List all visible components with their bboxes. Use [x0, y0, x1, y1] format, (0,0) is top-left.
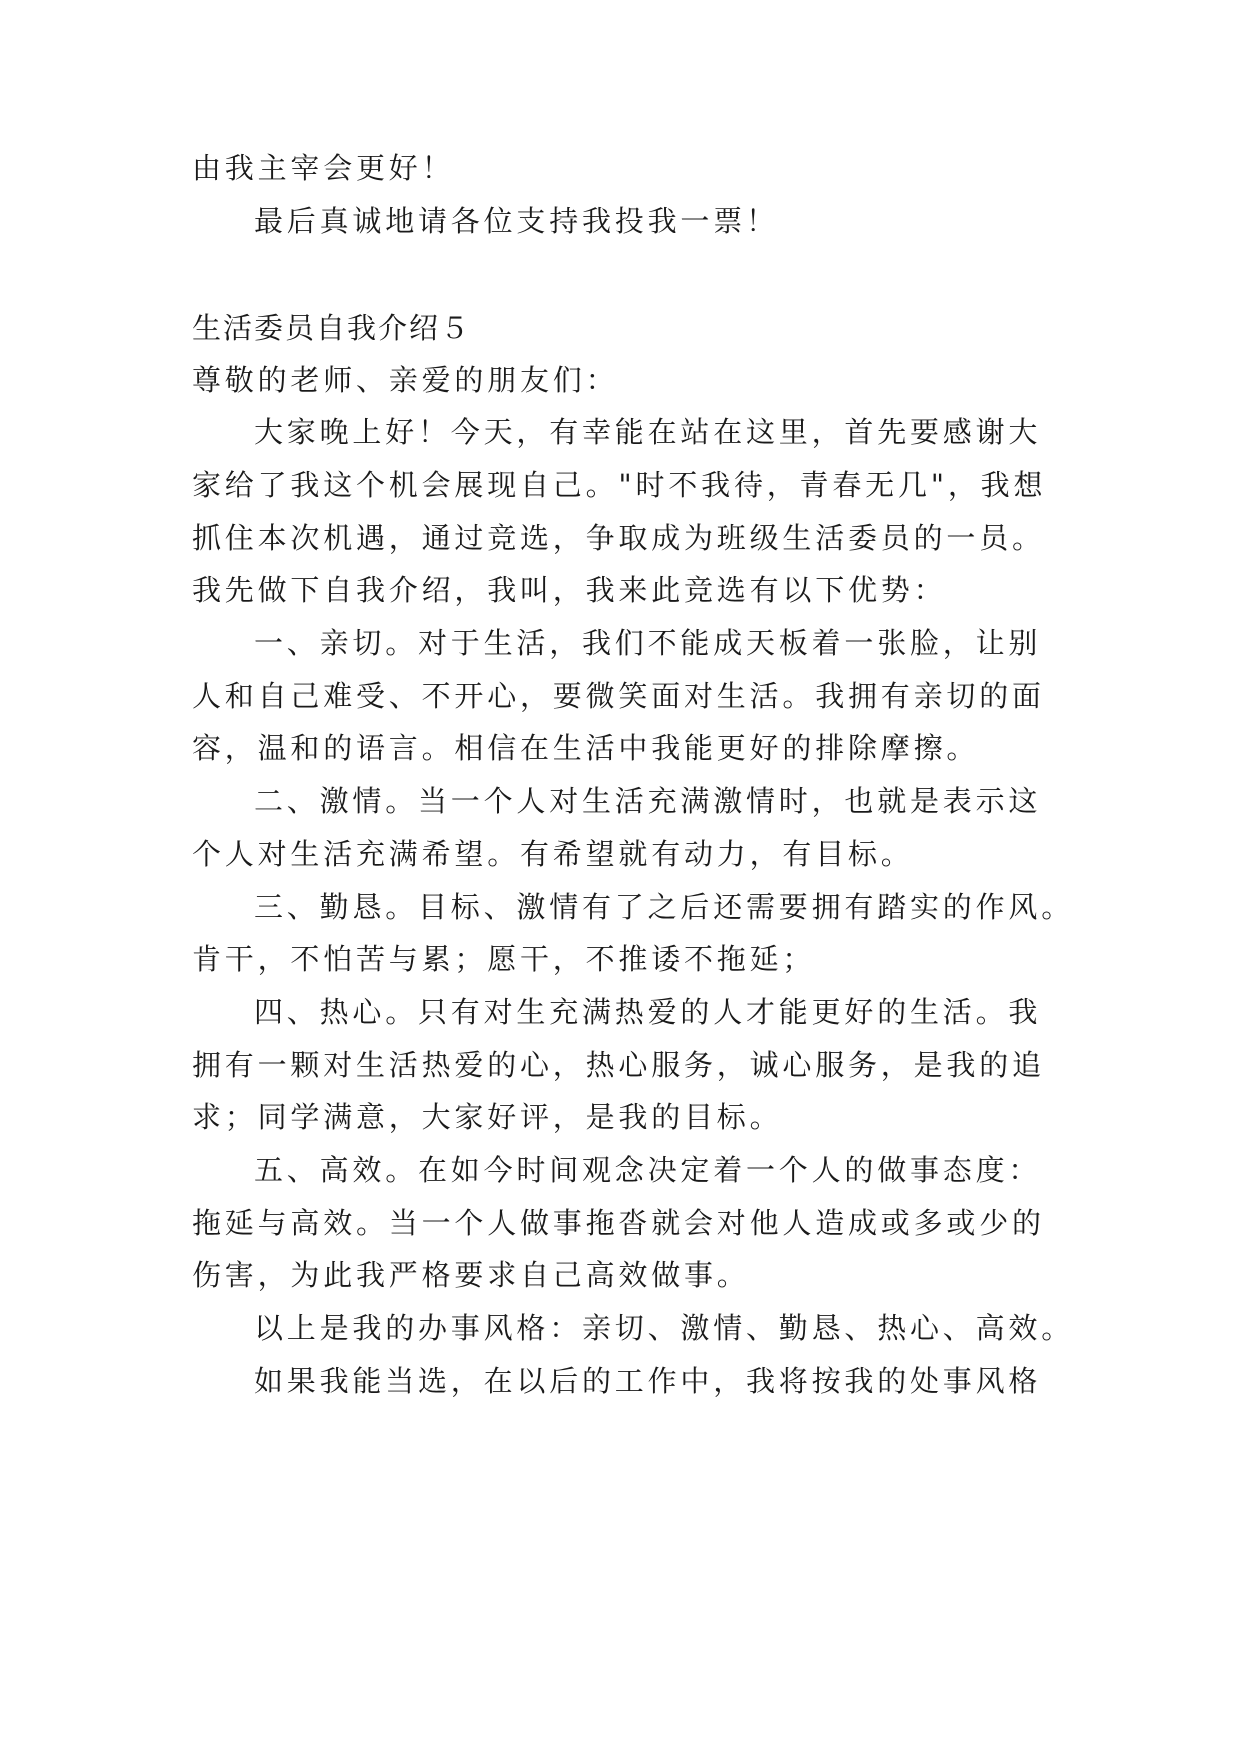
paragraph-line: 个人对生活充满希望。有希望就有动力，有目标。 — [192, 837, 914, 871]
paragraph-line: 四、热心。只有对生充满热爱的人才能更好的生活。我 — [254, 995, 1042, 1029]
paragraph-line: 伤害，为此我严格要求自己高效做事。 — [192, 1258, 750, 1292]
section-title: 生活委员自我介绍５ — [192, 311, 472, 345]
paragraph-line: 拖延与高效。当一个人做事拖沓就会对他人造成或多或少的 — [192, 1206, 1045, 1240]
paragraph-line: 容，温和的语言。相信在生活中我能更好的排除摩擦。 — [192, 731, 980, 765]
paragraph-line: 以上是我的办事风格：亲切、激情、勤恳、热心、高效。 — [254, 1311, 1075, 1345]
paragraph-line: 拥有一颗对生活热爱的心，热心服务，诚心服务，是我的追 — [192, 1048, 1045, 1082]
continuation-line-2: 最后真诚地请各位支持我投我一票！ — [254, 204, 779, 238]
paragraph-line: 大家晚上好！今天，有幸能在站在这里，首先要感谢大 — [254, 415, 1042, 449]
paragraph-line: 五、高效。在如今时间观念决定着一个人的做事态度： — [254, 1153, 1042, 1187]
paragraph-line: 抓住本次机遇，通过竞选，争取成为班级生活委员的一员。 — [192, 521, 1045, 555]
paragraph-line: 如果我能当选，在以后的工作中，我将按我的处事风格 — [254, 1364, 1042, 1398]
paragraph-line: 肯干，不怕苦与累；愿干，不推诿不拖延； — [192, 942, 816, 976]
paragraph-line: 二、激情。当一个人对生活充满激情时，也就是表示这 — [254, 784, 1042, 818]
salutation: 尊敬的老师、亲爱的朋友们： — [192, 363, 619, 397]
paragraph-line: 我先做下自我介绍，我叫，我来此竞选有以下优势： — [192, 573, 947, 607]
continuation-line-1: 由我主宰会更好！ — [192, 151, 455, 185]
paragraph-line: 一、亲切。对于生活，我们不能成天板着一张脸，让别 — [254, 626, 1042, 660]
paragraph-line: 家给了我这个机会展现自己。"时不我待，青春无几"，我想 — [192, 468, 1047, 502]
paragraph-line: 人和自己难受、不开心，要微笑面对生活。我拥有亲切的面 — [192, 679, 1045, 713]
paragraph-line: 三、勤恳。目标、激情有了之后还需要拥有踏实的作风。 — [254, 890, 1075, 924]
paragraph-line: 求；同学满意，大家好评，是我的目标。 — [192, 1100, 783, 1134]
